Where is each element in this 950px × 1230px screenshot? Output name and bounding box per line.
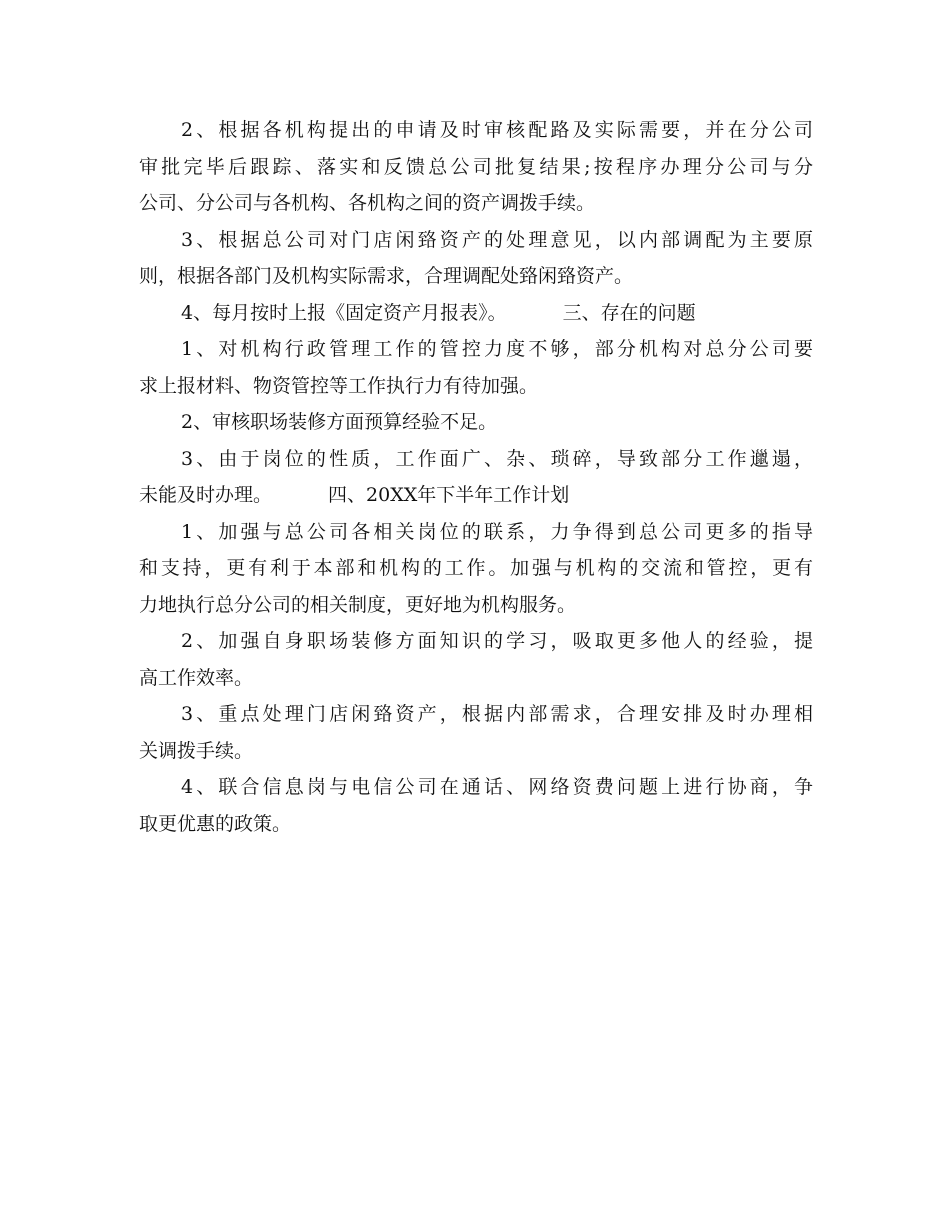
paragraph-line: 关调拨手续。 [139,739,254,762]
paragraph-line: 和支持，更有利于本部和机构的工作。加强与机构的交流和管控，更有 [139,557,813,579]
document-body [139,112,813,842]
paragraph-line: 2、加强自身职场装修方面知识的学习，吸取更多他人的经验，提 [181,630,813,652]
paragraph-line: 4、联合信息岗与电信公司在通话、网络资费问题上进行协商，争 [181,776,813,798]
paragraph-line: 取更优惠的政策。 [139,812,292,835]
paragraph-line [139,295,813,332]
paragraph-line: 力地执行总分公司的相关制度，更好地为机构服务。 [139,593,577,616]
paragraph-line: 审批完毕后跟踪、落实和反馈总公司批复结果;按程序办理分公司与分 [139,155,813,178]
paragraph-line: 高工作效率。 [139,666,254,689]
section-heading: 四、20XX年下半年工作计划 [328,484,570,506]
paragraph-line: 求上报材料、物资管控等工作执行力有待加强。 [139,374,539,397]
paragraph-line [139,477,813,514]
paragraph-line: 1、加强与总公司各相关岗位的联系，力争得到总公司更多的指导 [181,520,813,543]
paragraph-line: 公司、分公司与各机构、各机构之间的资产调拨手续。 [139,192,596,214]
section-heading: 三、存在的问题 [562,301,696,324]
paragraph-line: 3、根据总公司对门店闲臵资产的处理意见，以内部调配为主要原 [181,228,813,251]
paragraph-line: 则，根据各部门及机构实际需求，合理调配处臵闲臵资产。 [139,265,634,287]
paragraph-line: 3、由于岗位的性质，工作面广、杂、琐碎，导致部分工作邋遢， [181,447,813,470]
paragraph-text: 未能及时办理。 [139,484,273,506]
paragraph-line: 3、重点处理门店闲臵资产，根据内部需求，合理安排及时办理相 [181,703,813,725]
paragraph-line: 2、审核职场装修方面预算经验不足。 [181,411,498,433]
paragraph-line: 1、对机构行政管理工作的管控力度不够，部分机构对总分公司要 [181,338,813,360]
paragraph-text: 4、每月按时上报《固定资产月报表》。 [181,301,507,324]
paragraph-line: 2、根据各机构提出的申请及时审核配路及实际需要，并在分公司 [181,119,813,141]
